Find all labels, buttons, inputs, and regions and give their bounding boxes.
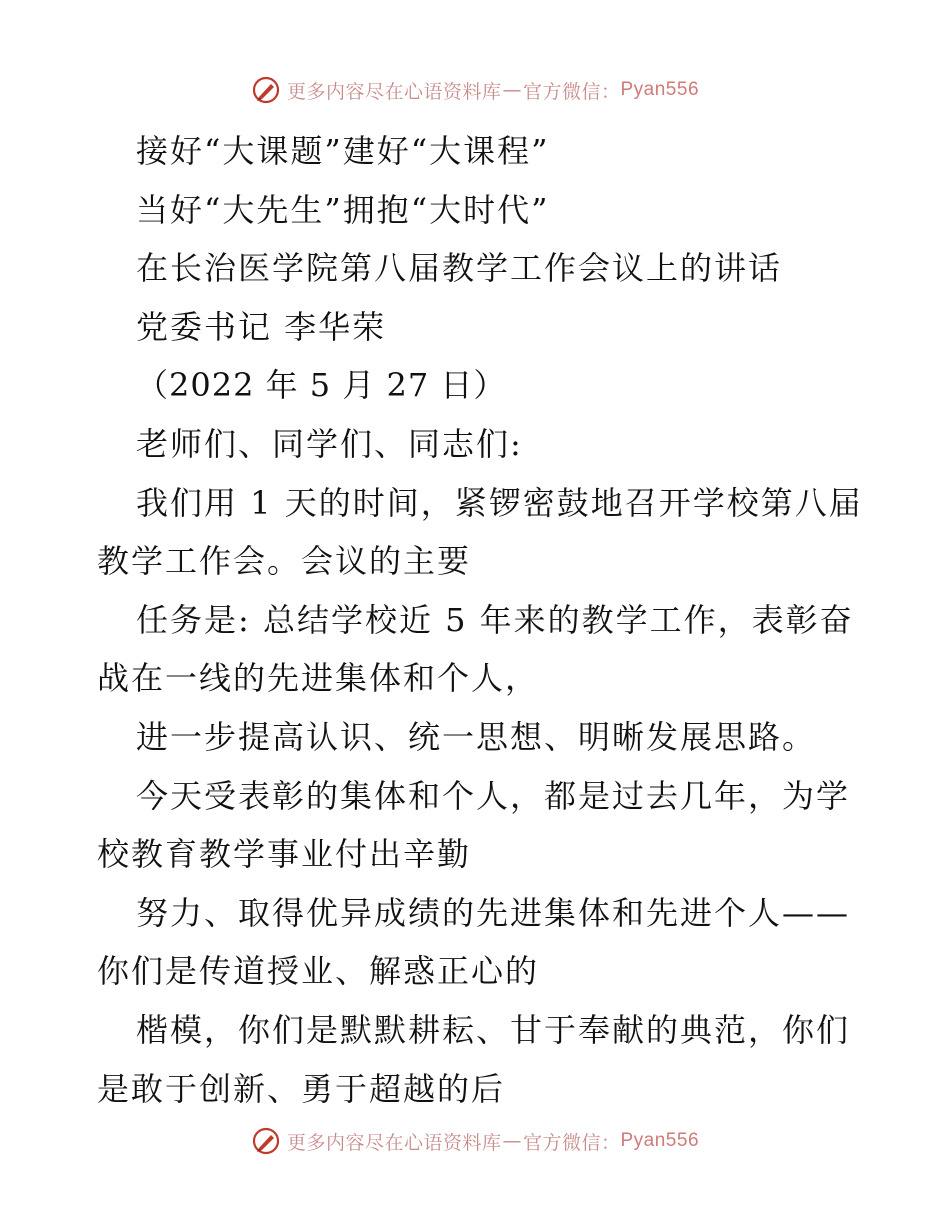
paragraph-line: 你们是传道授业、解惑正心的 [97, 952, 540, 991]
document-body [97, 122, 863, 1118]
speech-title-line-2: 当好“大先生”拥抱“大时代” [136, 190, 550, 229]
paragraph-line: 校教育教学事业付出辛勤 [97, 835, 472, 874]
speech-occasion: 在长治医学院第八届教学工作会议上的讲话 [136, 249, 783, 288]
pen-circle-logo-icon [251, 1126, 281, 1156]
speech-date: （2022 年 5 月 27 日） [136, 366, 507, 405]
watermark-separator: — [502, 1130, 522, 1152]
paragraph-line: 是敢于创新、勇于超越的后 [97, 1069, 506, 1108]
paragraph-line: 战在一线的先进集体和个人， [97, 659, 540, 698]
paragraph-line: 教学工作会。会议的主要 [97, 542, 472, 581]
watermark-prefix: 更多内容尽在心语资料库 [286, 80, 502, 103]
speech-title-line-1: 接好“大课题”建好“大课程” [136, 132, 550, 170]
watermark-handle: Pyan556 [620, 1130, 700, 1151]
watermark-prefix: 更多内容尽在心语资料库 [286, 1131, 502, 1154]
paragraph-line: 我们用 1 天的时间，紧锣密鼓地召开学校第八届 [136, 483, 863, 522]
paragraph-line: 今天受表彰的集体和个人，都是过去几年，为学 [136, 776, 851, 815]
header-watermark [0, 70, 950, 110]
watermark-suffix: 官方微信： [522, 1131, 621, 1154]
speaker-name: 党委书记 李华荣 [136, 307, 387, 346]
salutation: 老师们、同学们、同志们: [136, 424, 523, 463]
pen-circle-logo-icon [251, 75, 281, 105]
paragraph-line: 楷模，你们是默默耕耘、甘于奉献的典范，你们 [136, 1010, 851, 1049]
paragraph-line: 任务是: 总结学校近 5 年来的教学工作，表彰奋 [136, 600, 854, 639]
watermark-handle: Pyan556 [620, 79, 700, 100]
footer-watermark [0, 1121, 950, 1161]
paragraph-line: 进一步提高认识、统一思想、明晰发展思路。 [136, 717, 817, 756]
paragraph-line: 努力、取得优异成绩的先进集体和先进个人—— [136, 893, 851, 932]
watermark-separator: — [502, 79, 522, 101]
watermark-suffix: 官方微信： [522, 80, 621, 103]
